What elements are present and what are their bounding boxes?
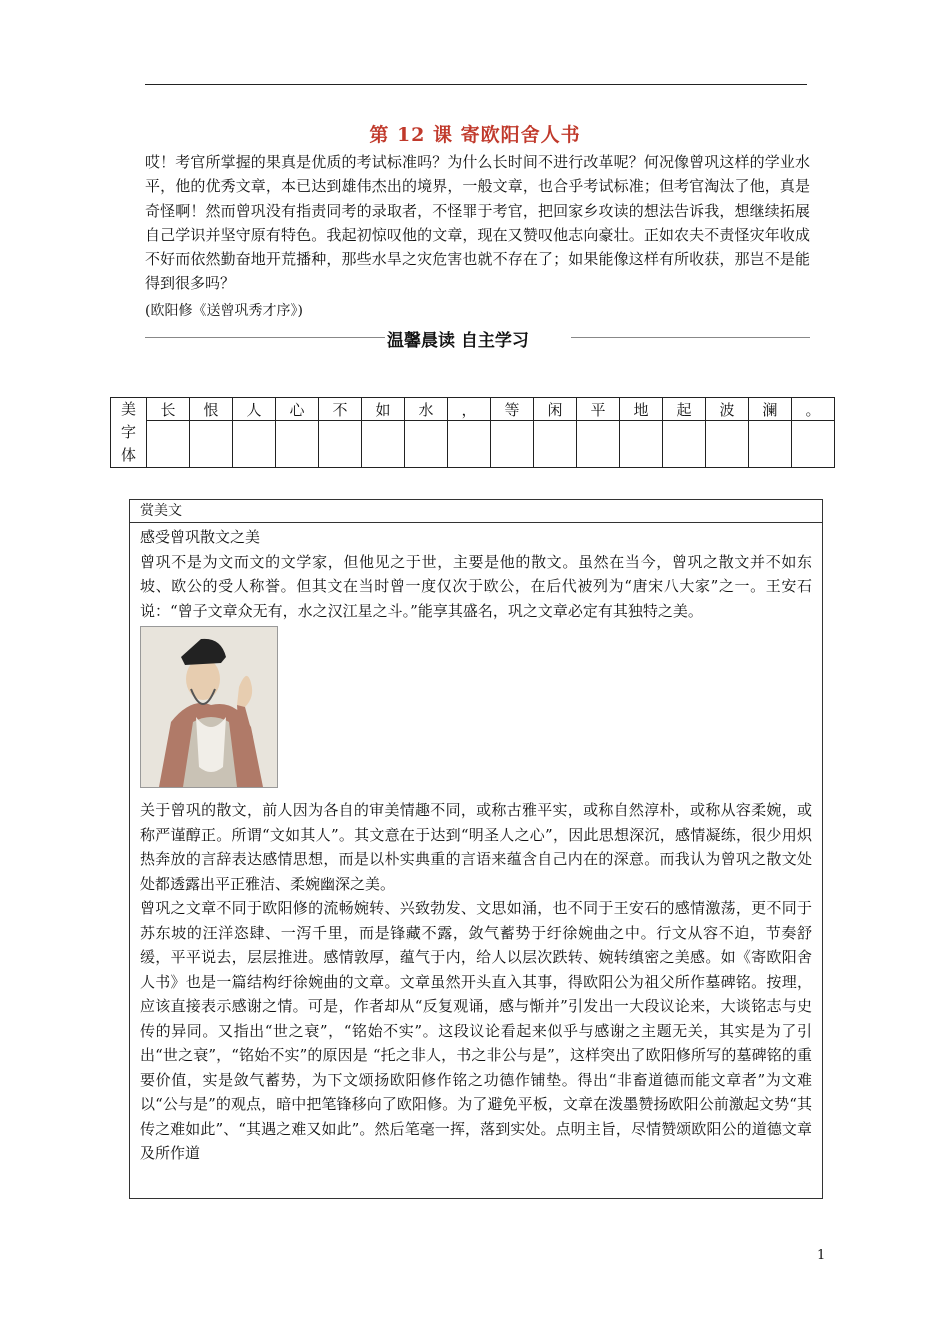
practice-cell[interactable]: [792, 421, 835, 468]
practice-cell[interactable]: [190, 421, 233, 468]
intro-passage: [145, 150, 810, 296]
appreciation-body: [130, 523, 822, 1166]
practice-cell[interactable]: [362, 421, 405, 468]
calligraphy-char: 长: [147, 398, 190, 421]
practice-cell[interactable]: [147, 421, 190, 468]
appreciation-paragraph-2: 关于曾巩的散文，前人因为各自的审美情趣不同，或称古雅平实，或称自然淳朴，或称从容柔婉，或称严谨醇正。所谓“文如其人”。其文意在于达到“明圣人之心”，因此思想深沉，感情凝练，很少用炽热奔放的言辞表达感情思想，而是以朴实典重的言语来蕴含自己内在的深意。而我认为曾巩之散文处处都透露出平正雅洁、柔婉幽深之美。: [140, 801, 812, 893]
practice-cell[interactable]: [319, 421, 362, 468]
calligraphy-practice-row: [111, 421, 835, 468]
practice-cell[interactable]: [276, 421, 319, 468]
section-heading-text: 温馨晨读 自主学习: [387, 331, 529, 351]
calligraphy-char: 起: [663, 398, 706, 421]
practice-cell[interactable]: [577, 421, 620, 468]
calligraphy-char: 平: [577, 398, 620, 421]
appreciation-subtitle: 感受曾巩散文之美: [140, 528, 261, 546]
section-heading: [145, 326, 810, 351]
practice-cell[interactable]: [448, 421, 491, 468]
practice-cell[interactable]: [749, 421, 792, 468]
practice-cell[interactable]: [620, 421, 663, 468]
calligraphy-char: 水: [405, 398, 448, 421]
calligraphy-char: 不: [319, 398, 362, 421]
calligraphy-char: 闲: [534, 398, 577, 421]
lesson-title: 第 12 课 寄欧阳舍人书: [369, 124, 581, 146]
calligraphy-char: 波: [706, 398, 749, 421]
calligraphy-char: 如: [362, 398, 405, 421]
heading-rule-right: [571, 337, 810, 338]
practice-cell[interactable]: [233, 421, 276, 468]
calligraphy-char: 。: [792, 398, 835, 421]
appreciation-box: [129, 499, 823, 1199]
practice-cell[interactable]: [491, 421, 534, 468]
calligraphy-char: 恨: [190, 398, 233, 421]
calligraphy-char: 心: [276, 398, 319, 421]
zeng-gong-portrait: [140, 626, 278, 788]
heading-rule-left: [145, 337, 385, 338]
calligraphy-char: 等: [491, 398, 534, 421]
calligraphy-char: ，: [448, 398, 491, 421]
intro-source: (欧阳修《送曾巩秀才序》): [145, 303, 303, 319]
appreciation-paragraph-3: 曾巩之文章不同于欧阳修的流畅婉转、兴致勃发、文思如涌，也不同于王安石的感情激荡，更不同于苏东坡的汪洋恣肆、一泻千里，而是锋藏不露，敛气蓄势于纡徐婉曲之中。行文从容不迫，节奏舒缓，平平说去，层层推进。感情敦厚，蕴气于内，给人以层次跌转、婉转缜密之美感。如《寄欧阳舍人书》也是一篇结构纡徐婉曲的文章。文章虽然开头直入其事，得欧阳公为祖父所作墓碑铭。按理，应该直接表示感谢之情。可是，作者却从“反复观诵，感与惭并”引发出一大段议论来，大谈铭志与史传的异同。又指出“世之衰”，“铭始不实”。这段议论看起来似乎与感谢之主题无关，其实是为了引出“世之衰”，“铭始不实”的原因是 “托之非人，书之非公与是”，这样突出了欧阳修所写的墓碑铭的重要价值，实是敛气蓄势，为下文颂扬欧阳修作铭之功德作铺垫。得出“非畜道德而能文章者”为文难以“公与是”的观点，暗中把笔锋移向了欧阳修。为了避免平板，文章在泼墨赞扬欧阳公前激起文势“其传之难如此”、“其遇之难又如此”。然后笔毫一挥，落到实处。点明主旨，尽情赞颂欧阳公的道德文章及所作道: [140, 899, 812, 1162]
page-number: 1: [817, 1248, 826, 1263]
calligraphy-char: 澜: [749, 398, 792, 421]
practice-cell[interactable]: [706, 421, 749, 468]
calligraphy-label: 美字体: [111, 398, 147, 468]
intro-text: 哎！考官所掌握的果真是优质的考试标准吗？为什么长时间不进行改革呢？何况像曾巩这样的学业水平，他的优秀文章，本已达到雄伟杰出的境界，一般文章，也合乎考试标准；但考官淘汰了他，真是奇怪啊！然而曾巩没有指责同考的录取者，不怪罪于考官，把回家乡攻读的想法告诉我，想继续拓展自己学识并坚守原有特色。我起初惊叹他的文章，现在又赞叹他志向豪壮。正如农夫不责怪灾年收成不好而依然勤奋地开荒播种，那些水旱之灾危害也就不存在了；如果能像这样有所收获，那岂不是能得到很多吗？: [145, 153, 810, 293]
practice-cell[interactable]: [534, 421, 577, 468]
calligraphy-table: [110, 397, 835, 468]
practice-cell[interactable]: [663, 421, 706, 468]
appreciation-header: 赏美文: [130, 500, 822, 523]
calligraphy-char: 地: [620, 398, 663, 421]
top-rule: [145, 84, 807, 85]
calligraphy-char: 人: [233, 398, 276, 421]
practice-cell[interactable]: [405, 421, 448, 468]
appreciation-paragraph-1: 曾巩不是为文而文的文学家，但他见之于世，主要是他的散文。虽然在当今，曾巩之散文并不如东坡、欧公的受人称誉。但其文在当时曾一度仅次于欧公，在后代被列为“唐宋八大家”之一。王安石说：“曾子文章众无有，水之汉江星之斗。”能享其盛名，巩之文章必定有其独特之美。: [140, 552, 812, 620]
calligraphy-char-row: [111, 398, 835, 421]
